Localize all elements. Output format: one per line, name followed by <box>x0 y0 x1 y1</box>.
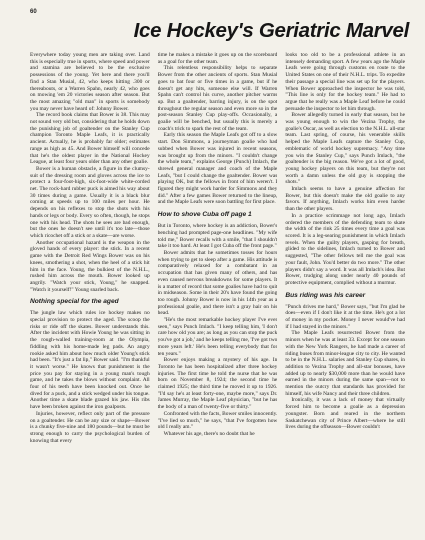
section-subheading: Bus riding was his career <box>285 291 366 299</box>
column-3 <box>285 52 405 534</box>
paragraph: Bower allegedly turned in early that season, but he was young enough to win the Vezina Trophy, the goalie's Oscar, as well as election to the N.H.L. all-star team. Last spring, of course, his venerable skills helped the Maple Leafs capture the Stanley Cup, emblematic of world hockey supremacy. "Any time you win the Stanley Cup," says Punch Imlach, "the goaltender is the big reason. We've got a lot of good, young hockey players on this team, but they're not worth a damn unless the old guy is stopping the shots." <box>285 112 406 186</box>
section-subheading: Nothing special for the aged <box>30 298 119 306</box>
column-1 <box>30 52 150 534</box>
paragraph: Injuries, however, reflect only part of the pressure on a goaltender. He can be any size or shape—Bower is a chunky five-nine and 180 pounds—but he must be strong enough to carry the psychological burden of knowing that every <box>30 410 150 444</box>
column-2 <box>158 52 278 534</box>
paragraph: Bower enjoys making a mystery of his age. In Toronto he has been hospitalized after three hockey injuries. The first time he told the nurse that he was born on November 8, 1924; the second time he claimed 1925; the third time he moved it up to 1926. "I'd say he's at least forty-one, maybe more," says Dr. James Murray, the Maple Leaf physician, "but he has the body of a man of twenty-five or thirty." <box>157 357 278 411</box>
paragraph: looks too old to be a professional athlete in an intensely demanding sport. A few years ago the Maple Leafs were going through customs en route to the United States on one of their N.H.L. trips. To expedite their passage a special line was set up for the players. When Bower approached the inspector he was told, "This line is only for the hockey team." He had to argue that he really was a Maple Leaf before he could persuade the inspector to let him through. <box>285 52 406 112</box>
paragraph: Confronted with the facts, Bower smiles innocently. "I've lied so much," he says, "that I've forgotten how old I really am." <box>157 410 278 431</box>
page-number: 60 <box>30 9 37 15</box>
paragraph: Everywhere today young men are taking over. Land this is especially true in sports, where speed and power and stamina are believed to be the exclusive possessions of the young. Yet here and there you'll find a Stan Musial, 42, who keeps hitting .300 or thereabouts, or a Warren Spahn, nearly 42, who goes on mowing 'em 20 victories season after season. But the most amazing "old man" in sports is somebody you may never have heard of: Johnny Bower. <box>30 52 150 112</box>
paragraph: Another occupational hazard is the weapon in the gloved hands of every player: the stick. In a recent game with the Detroit Red Wings Bower was on his knees, smothering a shot, when the heel of a stick hit him in the face. Young, the bulkiest of the N.H.L., rushed him across the mouth. Bower looked up angrily. "Watch your stick, Young," he snapped. "Watch it yourself!" Young snarled back. <box>30 239 150 293</box>
paragraph: "Punch drives me hard," Bower says, "but I'm glad he does—even if I don't like it at the time. He's got a lot of money in my pocket. Money I never would've had if I had stayed in the minors." <box>285 303 406 330</box>
paragraph: Bower admits that he sometimes tosses for hours when trying to get to sleep after a game. His attitude is comparatively relaxed for a combatant in an occupation that has given many of others, and has even caused nervous breakdowns for some players. It is a matter of record that some goalies have had to quit in midseason. Some in their 20's have found the going too rough. Johnny Bower is now in his 14th year as a professional goalie, and there isn't a gray hair on his head. <box>157 249 278 317</box>
paragraph: time he makes a mistake it goes up on the scoreboard as a goal for the other team. <box>157 52 278 65</box>
paragraph: The jungle law which rules ice hockey makes no special provision to protect the aged. The scoop the risks or ride off the skates. Bower understands this. After the incident with Howie Young he was sitting in the rough-walled training-room at the Olympia, fiddling with his home-made leg pads. An angry rookie asked him about how much older Young's stick had been. "It's just a fat lip," Bower said. "I'm thankful it wasn't worse." He knows that punishment is the price you pay for staying in a young man's tough game, and he takes the blows without complaint. All four of his teeth have been knocked out. Once he dived for a puck, and a stick wedged under his tongue. Another time a skate blade grazed his jaw. His ribs have been broken against the iron goalposts. <box>30 310 150 411</box>
paragraph: Bower is a human obstacle, a figure in the clumsy-suit of the dressing room and gloves across the ice to protect a four-foot-high, six-foot-wide white-corded net. The rock-hard rubber puck is aimed his way about 30 times during a game. Usually it is a black blur coming at speeds up to 100 miles per hour. He depends on his reflexes to stop the shots with his hands or legs or body. Every so often, though, he stops one with his head. The shots he sees are bad enough, but the ones he doesn't see until it's too late—those which ricochet off a stick or a skate—are worse. <box>30 165 150 239</box>
article-headline: Ice Hockey's Geriatric Marvel <box>133 19 409 42</box>
paragraph: Imlach seems to have a genuine affection for Bower, but this doesn't make the old goalie to any favors. If anything, Imlach works him even harder than the other players. <box>285 186 406 213</box>
paragraph: The record book claims that Bower is 38. This may not sound very old but, considering that he holds down the punishing job of goaltender on the Stanley Cup champion Toronto Maple Leafs, it is practically ancient. Actually, he is probably far older; estimates range as high as 45. And Bower himself will concede that he's the oldest player in the National Hockey League, at least four years older than any other goalie. <box>30 112 150 166</box>
article-body <box>30 52 405 534</box>
paragraph: Early this season the Maple Leafs got off to a slow start. Don Simmons, a journeyman goalie who had subbed when Bower was injured in recent seasons, was brought up from the minors. "I couldn't change the whole team," explains George (Punch) Imlach, the shrewd general manager and coach of the Maple Leafs, "but I could change the goaltender. Bower was playing OK, but the fellows in front of him weren't. I figured they might work harder for Simmons and they did." After a few games Bower returned to the lineup, and the Maple Leafs were soon battling for first place. <box>157 132 278 206</box>
paragraph: But in Toronto, where hockey is an addiction, Bower's benching had prompted page-one headlines. "My wife told me," Bower recalls with a smile, "that I shouldn't take it too hard. At least I got Cuba off the front page." <box>157 223 278 250</box>
paragraph: This relentless responsibility helps to separate Bower from the other ancients of sports. Stan Musial goes to bat four or five times in a game, but if he doesn't get any hits, someone else will. If Warren Spahn can't control his curve, another pitcher warms up. But a goaltender, barring injury, is on the spot throughout the regular season and even more so in the post-season Stanley Cup play-offs. Occasionally, a goalie will be benched, but usually this is merely a coach's trick to spark the rest of the team. <box>157 65 278 132</box>
paragraph: In a practice scrimmage not long ago, Imlach ordered the members of the defending team to skate the width of the rink 25 times every time a goal was scored. It is a leg-searing punishment in which Imlach revels. When the guilty players, gasping for breath, glided to the sidelines, Imlach turned to Bower and suggested, "The other fellows tell me the goal was your fault, John. You'd better do two more." The other players didn't say a word. It was all Imlach's idea. But Bower, trudging along under nearly 40 pounds of protective equipment, complied without a murmur. <box>285 212 406 286</box>
paragraph: Whatever his age, there's no doubt that he <box>163 430 255 437</box>
paragraph: "He's the most remarkable hockey player I've ever seen," says Punch Imlach. "I keep telling him, 'I don't care how old you are; as long as you can stop the puck you've got a job,' and he keeps telling me, 'I've got two more years left.' He's been telling everybody that for ten years." <box>157 317 278 357</box>
section-subheading: How to shove Cuba off page 1 <box>157 211 252 219</box>
paragraph: The Maple Leafs resurrected Bower from the minors when he was at least 33. Except for one season with the New York Rangers, he had made a career of riding buses from minor-league city to city. He wanted to be in the N.H.L. salaries and Stanley Cup shares, in addition to Vezina Trophy and all-star bonuses, have added up to nearly $30,000 more than he would have earned in the minors during the same span—not to mention the outcry that standards has provided for himself, his wife Nancy and their three children. <box>285 330 406 397</box>
paragraph: Ironically, it was a lack of money that virtually forced him to become a goalie as a depression youngster. Born and reared in the northern Saskatchewan city of Prince Albert—where he still lives during the offseason—Bower couldn't <box>285 397 406 431</box>
